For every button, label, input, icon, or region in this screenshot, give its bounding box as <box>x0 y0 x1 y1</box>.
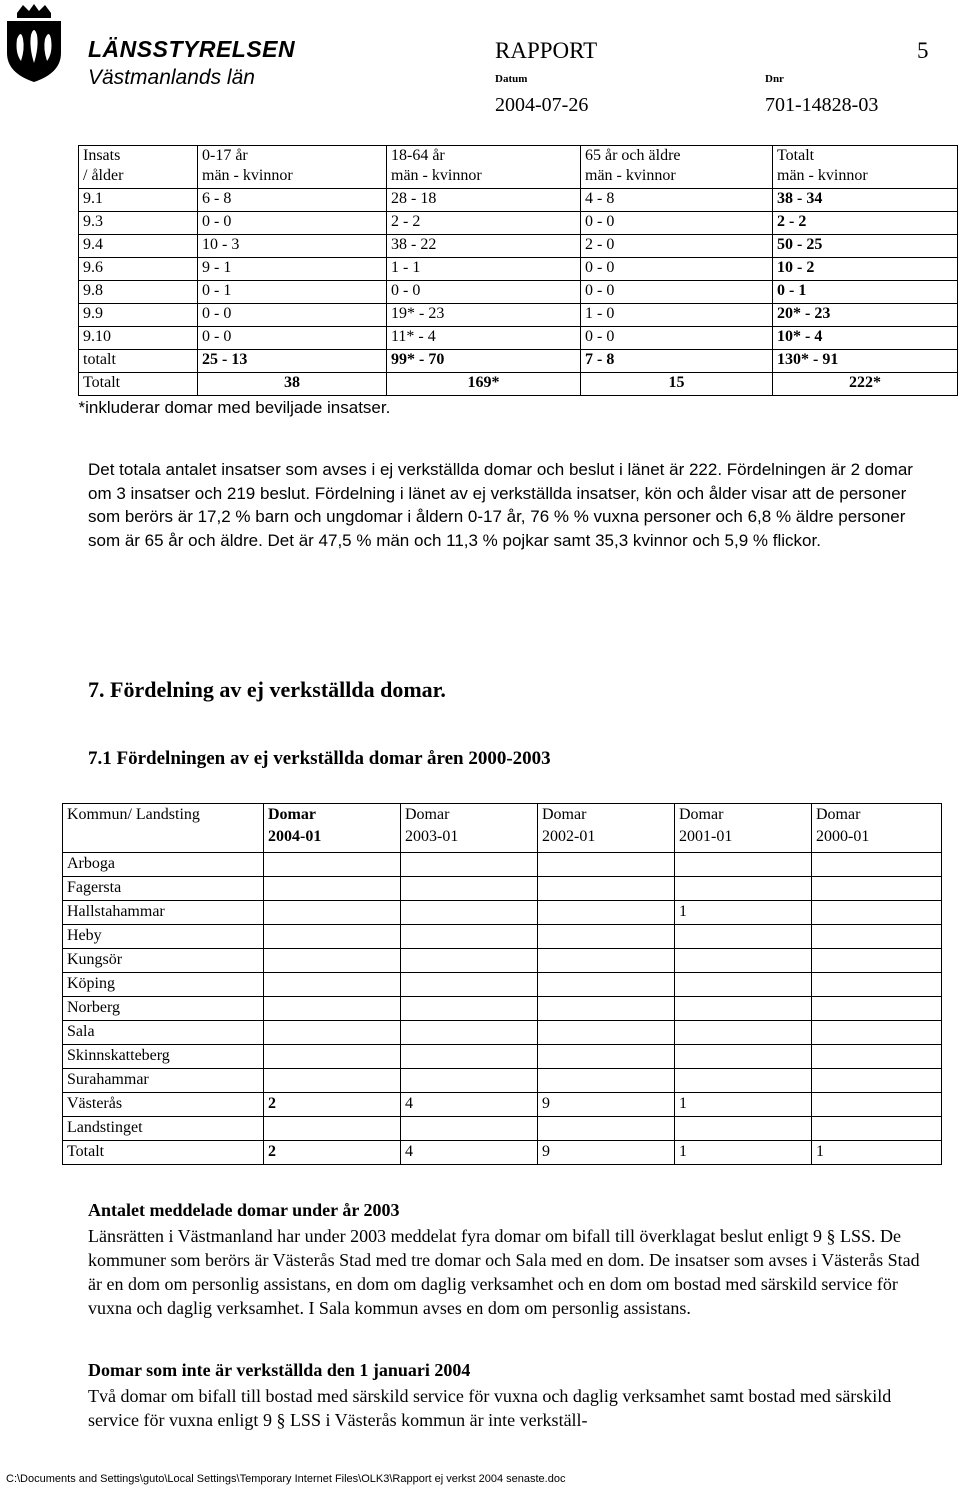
table-cell <box>675 1045 812 1069</box>
table-row <box>79 350 958 373</box>
table-row <box>63 901 942 925</box>
table-cell: 1 <box>675 1141 812 1165</box>
table-cell <box>812 1117 942 1141</box>
table-cell: Sala <box>63 1021 264 1045</box>
header-cell: Insats / ålder <box>79 146 198 189</box>
table-cell <box>538 901 675 925</box>
table-cell: 2 - 2 <box>773 212 958 235</box>
table-cell <box>401 853 538 877</box>
header-cell: Domar 2002-01 <box>538 804 675 853</box>
table-cell <box>264 1117 401 1141</box>
table-cell: 9.10 <box>79 327 198 350</box>
table-cell: 9.1 <box>79 189 198 212</box>
table-cell: 38 - 34 <box>773 189 958 212</box>
table-row <box>63 853 942 877</box>
table-cell <box>675 949 812 973</box>
table-cell: 1 <box>675 1093 812 1117</box>
table-cell: 15 <box>581 373 773 396</box>
paragraph-antalet-domar: Länsrätten i Västmanland har under 2003 meddelat fyra domar om bifall till överklagat beslut enligt 9 § LSS. De kommuner som berörs är Västerås Stad med tre domar och Sala med en dom. De insatser som avses i Västerås Stad är en dom om personlig assistans, en dom om daglig verksamhet och en dom om bostad med särskild service för vuxna och daglig verksamhet. I Sala kommun avses en dom om personlig assistans. <box>88 1226 920 1318</box>
table-row <box>63 925 942 949</box>
table-cell: totalt <box>79 350 198 373</box>
table-header-row <box>79 146 958 189</box>
table-cell <box>264 1069 401 1093</box>
table-cell: 25 - 13 <box>198 350 387 373</box>
header-cell: 0-17 år män - kvinnor <box>198 146 387 189</box>
table-cell: Skinnskatteberg <box>63 1045 264 1069</box>
table-cell: 0 - 1 <box>773 281 958 304</box>
table-cell: Surahammar <box>63 1069 264 1093</box>
table-cell: Köping <box>63 973 264 997</box>
table-row <box>79 212 958 235</box>
paragraph-distribution-summary: Det totala antalet insatser som avses i ej verkställda domar och beslut i länet är 222. Fördelningen är 2 domar om 3 insatser och 219 beslut. Fördelning i länet av ej verkställda insatser, kön och ålder visar att de personer som berörs är 17,2 % barn och ungdomar i åldern 0-17 år, 76 % % vuxna personer och 6,8 % äldre personer som är 65 år och äldre. Det är 47,5 % män och 11,3 % pojkar samt 35,3 kvinnor och 5,9 % flickor. <box>88 460 913 550</box>
table-cell: 10 - 3 <box>198 235 387 258</box>
table-cell <box>401 1045 538 1069</box>
table-cell <box>538 973 675 997</box>
table-cell <box>812 853 942 877</box>
table-cell <box>401 901 538 925</box>
table-cell: 1 - 1 <box>387 258 581 281</box>
table-footnote-row <box>79 396 958 423</box>
table-cell <box>675 1117 812 1141</box>
table-row <box>79 304 958 327</box>
table-cell: 9.4 <box>79 235 198 258</box>
table-cell: 9 - 1 <box>198 258 387 281</box>
table-row <box>63 1045 942 1069</box>
table-cell <box>401 1117 538 1141</box>
county-name: Västmanlands län <box>88 66 255 89</box>
table-cell: 0 - 0 <box>581 327 773 350</box>
table-cell <box>264 973 401 997</box>
table-cell <box>538 997 675 1021</box>
table-row <box>63 949 942 973</box>
dnr-label: Dnr <box>765 73 784 85</box>
table-row <box>63 997 942 1021</box>
table-row <box>63 1093 942 1117</box>
table-cell <box>264 901 401 925</box>
table-header-row <box>63 804 942 853</box>
table-cell: 9 <box>538 1141 675 1165</box>
table-cell <box>812 877 942 901</box>
table-cell: 0 - 0 <box>581 281 773 304</box>
table-cell: Hallstahammar <box>63 901 264 925</box>
table-cell: 6 - 8 <box>198 189 387 212</box>
table-cell <box>812 949 942 973</box>
table-cell: 11* - 4 <box>387 327 581 350</box>
table-cell <box>538 925 675 949</box>
date-value: 2004-07-26 <box>495 94 589 116</box>
table-row <box>63 1117 942 1141</box>
table-cell: Totalt <box>79 373 198 396</box>
table-cell: 7 - 8 <box>581 350 773 373</box>
table-row <box>63 1141 942 1165</box>
table-cell: Kungsör <box>63 949 264 973</box>
footer-file-path: C:\Documents and Settings\guto\Local Settings\Temporary Internet Files\OLK3\Rapport ej verkst 2004 senaste.doc <box>6 1473 566 1485</box>
table-cell <box>538 949 675 973</box>
section-heading: 7. Fördelning av ej verkställda domar. <box>88 677 446 702</box>
table-cell: 38 <box>198 373 387 396</box>
table-cell: 0 - 1 <box>198 281 387 304</box>
table-row <box>63 1021 942 1045</box>
organization-name: LÄNSSTYRELSEN <box>88 36 296 62</box>
table-cell: 19* - 23 <box>387 304 581 327</box>
table-row <box>63 1069 942 1093</box>
table-cell: 9 <box>538 1093 675 1117</box>
table-cell: 9.6 <box>79 258 198 281</box>
table-cell <box>401 1021 538 1045</box>
table-cell: 1 - 0 <box>581 304 773 327</box>
header-cell: Totalt män - kvinnor <box>773 146 958 189</box>
table-row <box>79 235 958 258</box>
table-cell: Arboga <box>63 853 264 877</box>
table-cell <box>401 949 538 973</box>
table-cell: Fagersta <box>63 877 264 901</box>
table-cell <box>264 1045 401 1069</box>
table-cell <box>401 877 538 901</box>
table-cell: 2 - 2 <box>387 212 581 235</box>
table-cell <box>538 853 675 877</box>
table-row <box>63 877 942 901</box>
table-cell: Totalt <box>63 1141 264 1165</box>
table-cell: 10 - 2 <box>773 258 958 281</box>
table-cell: 169* <box>387 373 581 396</box>
table-cell: Norberg <box>63 997 264 1021</box>
header-cell: Kommun/ Landsting <box>63 804 264 853</box>
table-cell <box>812 901 942 925</box>
table-cell <box>538 1045 675 1069</box>
table-cell <box>264 949 401 973</box>
table-cell: 50 - 25 <box>773 235 958 258</box>
table-cell <box>264 925 401 949</box>
table-cell: 0 - 0 <box>198 327 387 350</box>
table-cell: 0 - 0 <box>387 281 581 304</box>
table-cell: 2 - 0 <box>581 235 773 258</box>
table-cell <box>675 973 812 997</box>
table-cell: Heby <box>63 925 264 949</box>
table-row <box>79 281 958 304</box>
table-cell: 28 - 18 <box>387 189 581 212</box>
paragraph-domar-ej-verkstallda: Två domar om bifall till bostad med särskild service för vuxna och daglig verksamhet samt bostad med särskild service för vuxna enligt 9 § LSS i Västerås kommun är inte verkställ- <box>88 1386 892 1430</box>
table-row <box>79 258 958 281</box>
table-cell <box>812 1093 942 1117</box>
page-number: 5 <box>917 38 929 63</box>
table-cell <box>264 877 401 901</box>
table-cell: 1 <box>675 901 812 925</box>
report-label: RAPPORT <box>495 38 598 63</box>
table-cell: 2 <box>264 1093 401 1117</box>
table-cell <box>401 973 538 997</box>
header-cell: Domar 2004-01 <box>264 804 401 853</box>
table-row <box>63 973 942 997</box>
table-cell: 99* - 70 <box>387 350 581 373</box>
table-row <box>79 189 958 212</box>
domar-distribution-table <box>62 803 942 1165</box>
table-cell: 38 - 22 <box>387 235 581 258</box>
heading-domar-ej-verkstallda: Domar som inte är verkställda den 1 januari 2004 <box>88 1360 471 1380</box>
table-cell <box>812 1069 942 1093</box>
heading-antalet-domar: Antalet meddelade domar under år 2003 <box>88 1200 400 1220</box>
subsection-heading: 7.1 Fördelningen av ej verkställda domar åren 2000-2003 <box>88 748 551 769</box>
table-cell <box>812 1021 942 1045</box>
table-row <box>79 327 958 350</box>
table-cell: 20* - 23 <box>773 304 958 327</box>
table-cell: 222* <box>773 373 958 396</box>
table-cell <box>401 925 538 949</box>
table-cell: 130* - 91 <box>773 350 958 373</box>
table-cell <box>812 973 942 997</box>
table-cell <box>812 1045 942 1069</box>
table-cell: 4 <box>401 1141 538 1165</box>
coat-of-arms-logo-icon <box>3 3 65 83</box>
table-cell <box>264 1021 401 1045</box>
header-cell: Domar 2000-01 <box>812 804 942 853</box>
dnr-value: 701-14828-03 <box>765 94 879 116</box>
table-cell: 0 - 0 <box>581 258 773 281</box>
table-cell: 0 - 0 <box>581 212 773 235</box>
table-cell: 10* - 4 <box>773 327 958 350</box>
table-cell: 0 - 0 <box>198 212 387 235</box>
table-footnote: *inkluderar domar med beviljade insatser. <box>79 396 958 423</box>
table-row <box>79 373 958 396</box>
table-cell: 2 <box>264 1141 401 1165</box>
table-cell <box>401 1069 538 1093</box>
table-cell: Västerås <box>63 1093 264 1117</box>
table-cell <box>538 1021 675 1045</box>
header-cell: 18-64 år män - kvinnor <box>387 146 581 189</box>
table-cell: 4 <box>401 1093 538 1117</box>
table-cell: 0 - 0 <box>198 304 387 327</box>
table-cell <box>264 997 401 1021</box>
table-cell <box>401 997 538 1021</box>
date-label: Datum <box>495 73 528 85</box>
table-cell: 4 - 8 <box>581 189 773 212</box>
table-cell <box>675 853 812 877</box>
table-cell: Landstinget <box>63 1117 264 1141</box>
table-cell: 9.9 <box>79 304 198 327</box>
table-cell <box>538 1069 675 1093</box>
table-cell: 1 <box>812 1141 942 1165</box>
table-cell: 9.8 <box>79 281 198 304</box>
table-cell <box>675 997 812 1021</box>
table-cell <box>675 1069 812 1093</box>
table-cell <box>675 1021 812 1045</box>
table-cell <box>812 925 942 949</box>
table-cell <box>812 997 942 1021</box>
header-cell: Domar 2001-01 <box>675 804 812 853</box>
age-distribution-table <box>78 145 958 422</box>
table-cell <box>675 877 812 901</box>
table-cell <box>264 853 401 877</box>
table-cell <box>538 1117 675 1141</box>
table-cell <box>675 925 812 949</box>
header-cell: 65 år och äldre män - kvinnor <box>581 146 773 189</box>
table-cell: 9.3 <box>79 212 198 235</box>
table-cell <box>538 877 675 901</box>
header-cell: Domar 2003-01 <box>401 804 538 853</box>
